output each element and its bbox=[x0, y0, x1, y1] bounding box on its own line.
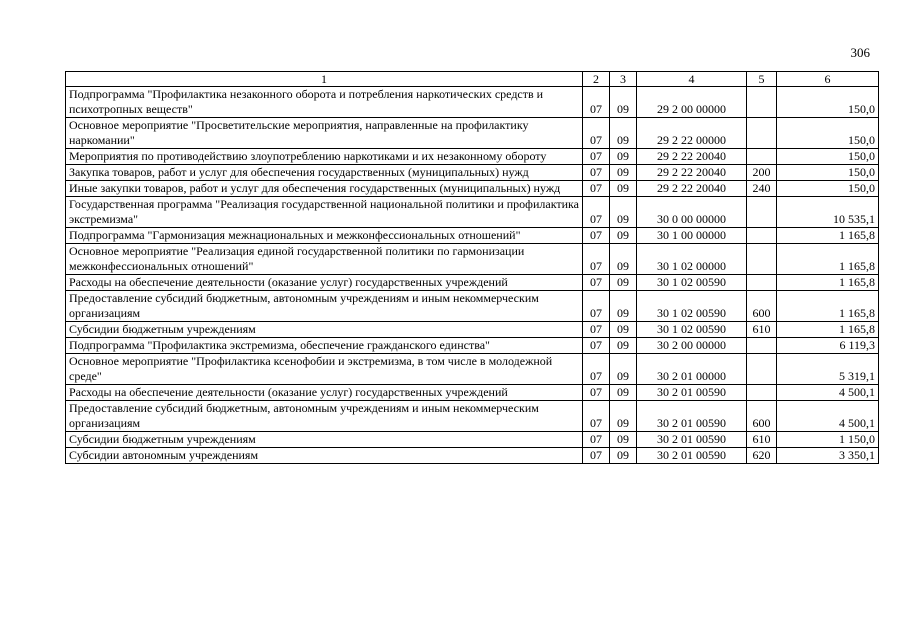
cell-name: Государственная программа "Реализация государственной национальной политики и профилактика экстремизма" bbox=[66, 197, 583, 228]
cell-name: Основное мероприятие "Просветительские мероприятия, направленные на профилактику наркомании" bbox=[66, 118, 583, 149]
table-row bbox=[66, 149, 879, 165]
cell-section: 07 bbox=[583, 448, 610, 464]
table-row bbox=[66, 197, 879, 228]
cell-target-code: 30 2 01 00590 bbox=[637, 385, 747, 401]
cell-subsection: 09 bbox=[610, 228, 637, 244]
cell-expense-type bbox=[747, 197, 777, 228]
cell-name: Мероприятия по противодействию злоупотреблению наркотиками и их незаконному обороту bbox=[66, 149, 583, 165]
cell-name: Подпрограмма "Гармонизация межнациональных и межконфессиональных отношений" bbox=[66, 228, 583, 244]
page-number: 306 bbox=[850, 45, 870, 60]
cell-expense-type bbox=[747, 149, 777, 165]
cell-subsection: 09 bbox=[610, 118, 637, 149]
table-row bbox=[66, 181, 879, 197]
table-row bbox=[66, 165, 879, 181]
cell-subsection: 09 bbox=[610, 149, 637, 165]
cell-name: Основное мероприятие "Профилактика ксенофобии и экстремизма, в том числе в молодежной среде" bbox=[66, 354, 583, 385]
table-row bbox=[66, 244, 879, 275]
cell-target-code: 29 2 00 00000 bbox=[637, 87, 747, 118]
cell-name: Предоставление субсидий бюджетным, автономным учреждениям и иным некоммерческим организациям bbox=[66, 291, 583, 322]
cell-target-code: 29 2 22 20040 bbox=[637, 165, 747, 181]
cell-subsection: 09 bbox=[610, 291, 637, 322]
cell-expense-type bbox=[747, 87, 777, 118]
cell-section: 07 bbox=[583, 181, 610, 197]
cell-section: 07 bbox=[583, 385, 610, 401]
cell-expense-type: 610 bbox=[747, 432, 777, 448]
cell-target-code: 30 1 02 00590 bbox=[637, 291, 747, 322]
cell-amount: 1 150,0 bbox=[777, 432, 879, 448]
cell-name: Основное мероприятие "Реализация единой государственной политики по гармонизации межконфессиональных отношений" bbox=[66, 244, 583, 275]
cell-expense-type bbox=[747, 385, 777, 401]
cell-expense-type: 600 bbox=[747, 291, 777, 322]
cell-target-code: 30 1 02 00590 bbox=[637, 275, 747, 291]
table-row bbox=[66, 385, 879, 401]
cell-amount: 1 165,8 bbox=[777, 244, 879, 275]
cell-target-code: 30 1 02 00590 bbox=[637, 322, 747, 338]
column-header-amount: 6 bbox=[777, 72, 879, 87]
cell-amount: 5 319,1 bbox=[777, 354, 879, 385]
cell-subsection: 09 bbox=[610, 87, 637, 118]
cell-section: 07 bbox=[583, 118, 610, 149]
table-row bbox=[66, 291, 879, 322]
cell-expense-type bbox=[747, 354, 777, 385]
budget-table bbox=[65, 71, 879, 464]
table-row bbox=[66, 401, 879, 432]
cell-target-code: 30 2 01 00590 bbox=[637, 432, 747, 448]
cell-target-code: 30 1 02 00000 bbox=[637, 244, 747, 275]
column-header-name: 1 bbox=[66, 72, 583, 87]
cell-subsection: 09 bbox=[610, 165, 637, 181]
table-row bbox=[66, 322, 879, 338]
cell-amount: 6 119,3 bbox=[777, 338, 879, 354]
cell-expense-type: 610 bbox=[747, 322, 777, 338]
cell-amount: 150,0 bbox=[777, 181, 879, 197]
cell-subsection: 09 bbox=[610, 244, 637, 275]
table-row bbox=[66, 118, 879, 149]
cell-target-code: 30 2 00 00000 bbox=[637, 338, 747, 354]
cell-target-code: 30 1 00 00000 bbox=[637, 228, 747, 244]
cell-expense-type: 600 bbox=[747, 401, 777, 432]
cell-section: 07 bbox=[583, 275, 610, 291]
cell-amount: 4 500,1 bbox=[777, 385, 879, 401]
table-row bbox=[66, 275, 879, 291]
cell-name: Иные закупки товаров, работ и услуг для обеспечения государственных (муниципальных) нужд bbox=[66, 181, 583, 197]
cell-amount: 1 165,8 bbox=[777, 275, 879, 291]
cell-section: 07 bbox=[583, 338, 610, 354]
cell-section: 07 bbox=[583, 228, 610, 244]
cell-subsection: 09 bbox=[610, 197, 637, 228]
cell-section: 07 bbox=[583, 149, 610, 165]
cell-section: 07 bbox=[583, 244, 610, 275]
cell-section: 07 bbox=[583, 197, 610, 228]
column-header-section: 2 bbox=[583, 72, 610, 87]
cell-expense-type bbox=[747, 228, 777, 244]
cell-expense-type bbox=[747, 275, 777, 291]
cell-expense-type bbox=[747, 338, 777, 354]
cell-amount: 150,0 bbox=[777, 165, 879, 181]
cell-subsection: 09 bbox=[610, 448, 637, 464]
cell-name: Подпрограмма "Профилактика экстремизма, обеспечение гражданского единства" bbox=[66, 338, 583, 354]
cell-section: 07 bbox=[583, 87, 610, 118]
cell-section: 07 bbox=[583, 354, 610, 385]
cell-expense-type: 620 bbox=[747, 448, 777, 464]
column-header-expense-type: 5 bbox=[747, 72, 777, 87]
cell-section: 07 bbox=[583, 165, 610, 181]
cell-amount: 1 165,8 bbox=[777, 291, 879, 322]
cell-subsection: 09 bbox=[610, 385, 637, 401]
cell-amount: 150,0 bbox=[777, 87, 879, 118]
cell-amount: 150,0 bbox=[777, 118, 879, 149]
cell-expense-type: 240 bbox=[747, 181, 777, 197]
cell-name: Расходы на обеспечение деятельности (оказание услуг) государственных учреждений bbox=[66, 385, 583, 401]
cell-section: 07 bbox=[583, 291, 610, 322]
table-row bbox=[66, 354, 879, 385]
cell-expense-type bbox=[747, 118, 777, 149]
cell-subsection: 09 bbox=[610, 181, 637, 197]
cell-name: Субсидии бюджетным учреждениям bbox=[66, 432, 583, 448]
cell-target-code: 30 2 01 00590 bbox=[637, 401, 747, 432]
table-row bbox=[66, 432, 879, 448]
cell-target-code: 30 2 01 00590 bbox=[637, 448, 747, 464]
table-row bbox=[66, 338, 879, 354]
cell-amount: 150,0 bbox=[777, 149, 879, 165]
cell-name: Субсидии бюджетным учреждениям bbox=[66, 322, 583, 338]
cell-amount: 1 165,8 bbox=[777, 322, 879, 338]
cell-subsection: 09 bbox=[610, 275, 637, 291]
cell-amount: 3 350,1 bbox=[777, 448, 879, 464]
cell-subsection: 09 bbox=[610, 338, 637, 354]
cell-target-code: 29 2 22 00000 bbox=[637, 118, 747, 149]
table-row bbox=[66, 87, 879, 118]
cell-target-code: 30 2 01 00000 bbox=[637, 354, 747, 385]
column-header-target-code: 4 bbox=[637, 72, 747, 87]
cell-expense-type bbox=[747, 244, 777, 275]
column-header-subsection: 3 bbox=[610, 72, 637, 87]
cell-name: Предоставление субсидий бюджетным, автономным учреждениям и иным некоммерческим организациям bbox=[66, 401, 583, 432]
cell-target-code: 30 0 00 00000 bbox=[637, 197, 747, 228]
cell-amount: 4 500,1 bbox=[777, 401, 879, 432]
table-row bbox=[66, 448, 879, 464]
cell-subsection: 09 bbox=[610, 354, 637, 385]
cell-name: Подпрограмма "Профилактика незаконного оборота и потребления наркотических средств и психотропных веществ" bbox=[66, 87, 583, 118]
header-row bbox=[66, 72, 879, 87]
cell-section: 07 bbox=[583, 401, 610, 432]
cell-subsection: 09 bbox=[610, 432, 637, 448]
cell-name: Расходы на обеспечение деятельности (оказание услуг) государственных учреждений bbox=[66, 275, 583, 291]
table-row bbox=[66, 228, 879, 244]
cell-expense-type: 200 bbox=[747, 165, 777, 181]
cell-amount: 1 165,8 bbox=[777, 228, 879, 244]
cell-name: Закупка товаров, работ и услуг для обеспечения государственных (муниципальных) нужд bbox=[66, 165, 583, 181]
cell-name: Субсидии автономным учреждениям bbox=[66, 448, 583, 464]
cell-target-code: 29 2 22 20040 bbox=[637, 149, 747, 165]
cell-section: 07 bbox=[583, 322, 610, 338]
cell-subsection: 09 bbox=[610, 401, 637, 432]
cell-target-code: 29 2 22 20040 bbox=[637, 181, 747, 197]
cell-section: 07 bbox=[583, 432, 610, 448]
cell-subsection: 09 bbox=[610, 322, 637, 338]
cell-amount: 10 535,1 bbox=[777, 197, 879, 228]
